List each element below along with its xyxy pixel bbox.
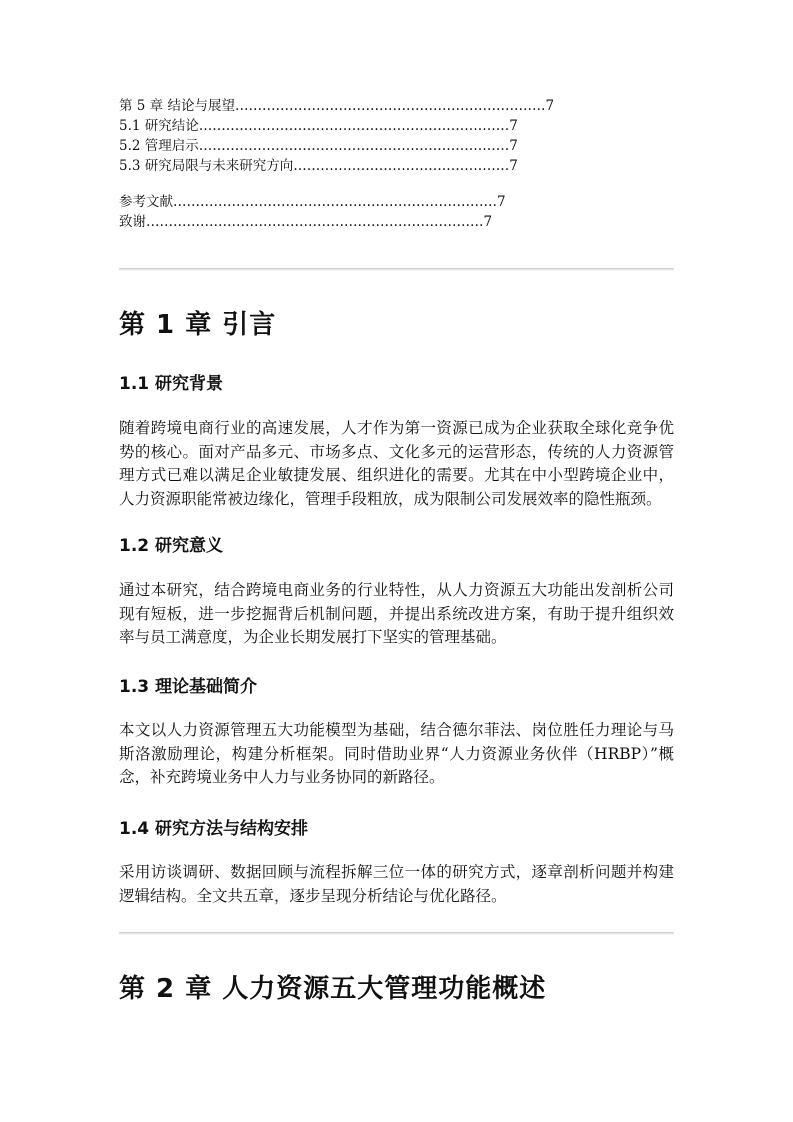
section-1-4-paragraph: 采用访谈调研、数据回顾与流程拆解三位一体的研究方式，逐章剖析问题并构建逻辑结构。全文共五章，逐步呈现分析结论与优化路径。 bbox=[119, 863, 674, 905]
section-1-2-paragraph: 通过本研究，结合跨境电商业务的行业特性，从人力资源五大功能出发剖析公司现有短板，进一步挖掘背后机制问题，并提出系统改进方案，有助于提升组织效率与员工满意度，为企业长期发展打下坚实的管理基础。 bbox=[119, 581, 674, 646]
section-1-2-heading: 1.2 研究意义 bbox=[119, 536, 224, 556]
table-of-contents bbox=[119, 96, 674, 232]
chapter2-title: 第 2 章 人力资源五大管理功能概述 bbox=[119, 974, 547, 1004]
section-1-4-heading: 1.4 研究方法与结构安排 bbox=[119, 819, 309, 839]
toc-entry-acknowledgements[interactable] bbox=[119, 212, 674, 232]
chapter1-title: 第 1 章 引言 bbox=[119, 310, 277, 340]
section-1-1-paragraph: 随着跨境电商行业的高速发展，人才作为第一资源已成为企业获取全球化竞争优势的核心。面对产品多元、市场多点、文化多元的运营形态，传统的人力资源管理方式已难以满足企业敏捷发展、组织进化的需要。尤其在中小型跨境企业中，人力资源职能常被边缘化，管理手段粗放，成为限制公司发展效率的隐性瓶颈。 bbox=[119, 419, 674, 508]
toc-entry-5-2[interactable] bbox=[119, 136, 674, 156]
toc-entry-5-3[interactable] bbox=[119, 156, 674, 176]
toc-entry-5-1[interactable] bbox=[119, 116, 674, 136]
toc-page-number: 7 bbox=[497, 194, 506, 210]
toc-entry-title: 第 5 章 结论与展望 bbox=[119, 98, 235, 114]
toc-page-number: 7 bbox=[545, 98, 555, 114]
toc-entry-title: 5.1 研究结论 bbox=[119, 118, 199, 134]
section-divider bbox=[119, 268, 674, 270]
section-1-3-heading: 1.3 理论基础简介 bbox=[119, 677, 258, 697]
toc-entry-chapter5[interactable] bbox=[119, 96, 674, 116]
toc-leader-dots: ………………………………………… bbox=[293, 158, 510, 174]
toc-leader-dots: ……………………………………………………………… bbox=[173, 194, 497, 210]
toc-page-number: 7 bbox=[509, 138, 518, 154]
toc-leader-dots: …………………………………………………………… bbox=[234, 98, 546, 114]
toc-page-number: 7 bbox=[483, 214, 493, 230]
toc-leader-dots: …………………………………………………………… bbox=[198, 118, 510, 134]
toc-spacer bbox=[119, 176, 674, 192]
toc-page-number: 7 bbox=[509, 118, 518, 134]
toc-entry-title: 致谢 bbox=[119, 214, 146, 230]
toc-entry-title: 5.2 管理启示 bbox=[119, 138, 199, 154]
toc-leader-dots: ………………………………………………………………… bbox=[146, 214, 484, 230]
toc-page-number: 7 bbox=[509, 158, 518, 174]
section-divider bbox=[119, 932, 674, 934]
toc-entry-references[interactable] bbox=[119, 192, 674, 212]
section-1-1-heading: 1.1 研究背景 bbox=[119, 374, 224, 394]
toc-leader-dots: …………………………………………………………… bbox=[198, 138, 510, 154]
toc-entry-title: 5.3 研究局限与未来研究方向 bbox=[119, 158, 294, 174]
toc-entry-title: 参考文献 bbox=[119, 194, 173, 210]
section-1-3-paragraph: 本文以人力资源管理五大功能模型为基础，结合德尔菲法、岗位胜任力理论与马斯洛激励理论，构建分析框架。同时借助业界“人力资源业务伙伴（HRBP）”概念，补充跨境业务中人力与业务协同的新路径。 bbox=[119, 721, 674, 786]
